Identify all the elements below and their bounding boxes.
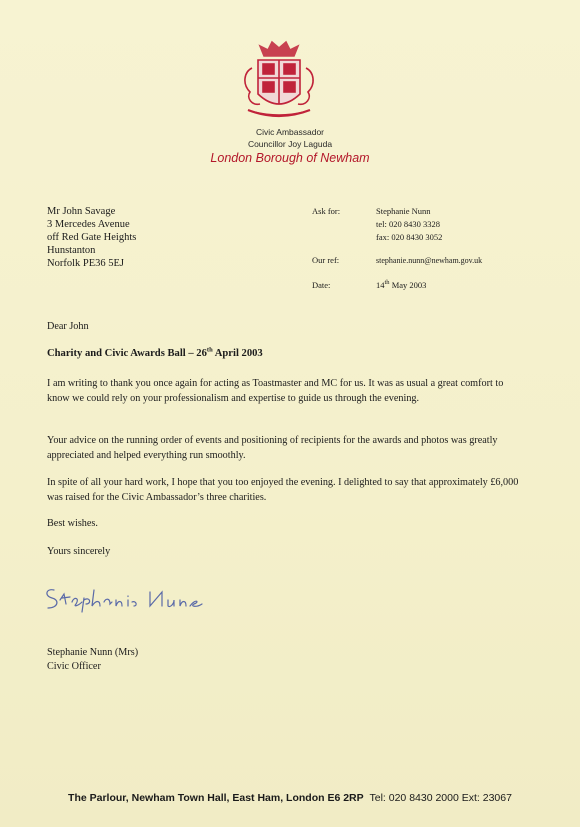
closing-best-wishes: Best wishes. — [47, 518, 98, 529]
closing-yours-sincerely: Yours sincerely — [47, 546, 111, 557]
address-line: off Red Gate Heights — [47, 232, 137, 243]
subject-sup: th — [206, 346, 213, 354]
signer-title: Civic Officer — [47, 661, 101, 672]
footer-address: The Parlour, Newham Town Hall, East Ham, London E6 2RP — [68, 792, 364, 804]
paragraph-1: I am writing to thank you once again for acting as Toastmaster and MC for us. It was as usual a great comfort to know we could rely on your professionalism and expertise to guide us through the evening. — [47, 378, 504, 404]
letter-date — [376, 280, 426, 290]
signer-name: Stephanie Nunn (Mrs) — [47, 647, 139, 658]
address-line: Hunstanton — [47, 245, 96, 256]
letterhead-borough: London Borough of Newham — [210, 151, 370, 165]
borough-crest-icon — [236, 38, 322, 122]
footer-tel: Tel: 020 8430 2000 Ext: 23067 — [369, 792, 512, 804]
recipient-address — [47, 205, 136, 270]
subject-main: Charity and Civic Awards Ball – 26 — [47, 348, 207, 359]
letterhead-title: Civic Ambassador — [255, 127, 325, 137]
address-line: Mr John Savage — [47, 206, 116, 217]
address-line: 3 Mercedes Avenue — [47, 219, 130, 230]
paragraph-2: Your advice on the running order of events and positioning of recipients for the awards and photos was greatly appreciated and helped everything run smoothly. — [47, 435, 498, 461]
ask-for-name: Stephanie Nunn — [376, 206, 431, 216]
subject-end: April 2003 — [212, 348, 263, 359]
date-suffix: th — [384, 279, 390, 287]
salutation: Dear John — [47, 321, 89, 332]
contact-fax: fax: 020 8430 3052 — [376, 232, 443, 242]
handwritten-signature — [40, 580, 220, 616]
date-rest: May 2003 — [389, 280, 427, 290]
address-line: Norfolk PE36 5EJ — [47, 258, 124, 269]
contact-email: stephanie.nunn@newham.gov.uk — [376, 256, 483, 265]
letter-subject — [47, 347, 527, 362]
letterhead-footer — [0, 792, 580, 804]
date-day: 14 — [376, 280, 385, 290]
paragraph-3: In spite of all your hard work, I hope that you too enjoyed the evening. I delighted to say that approximately £6,000 was raised for the Civic Ambassador’s three charities. — [47, 477, 519, 503]
date-label: Date: — [312, 280, 331, 290]
contact-tel: tel: 020 8430 3328 — [376, 219, 440, 229]
ask-for-label: Ask for: — [312, 206, 341, 216]
letterhead-councillor: Councillor Joy Laguda — [247, 139, 333, 149]
our-ref-label: Our ref: — [312, 255, 340, 265]
